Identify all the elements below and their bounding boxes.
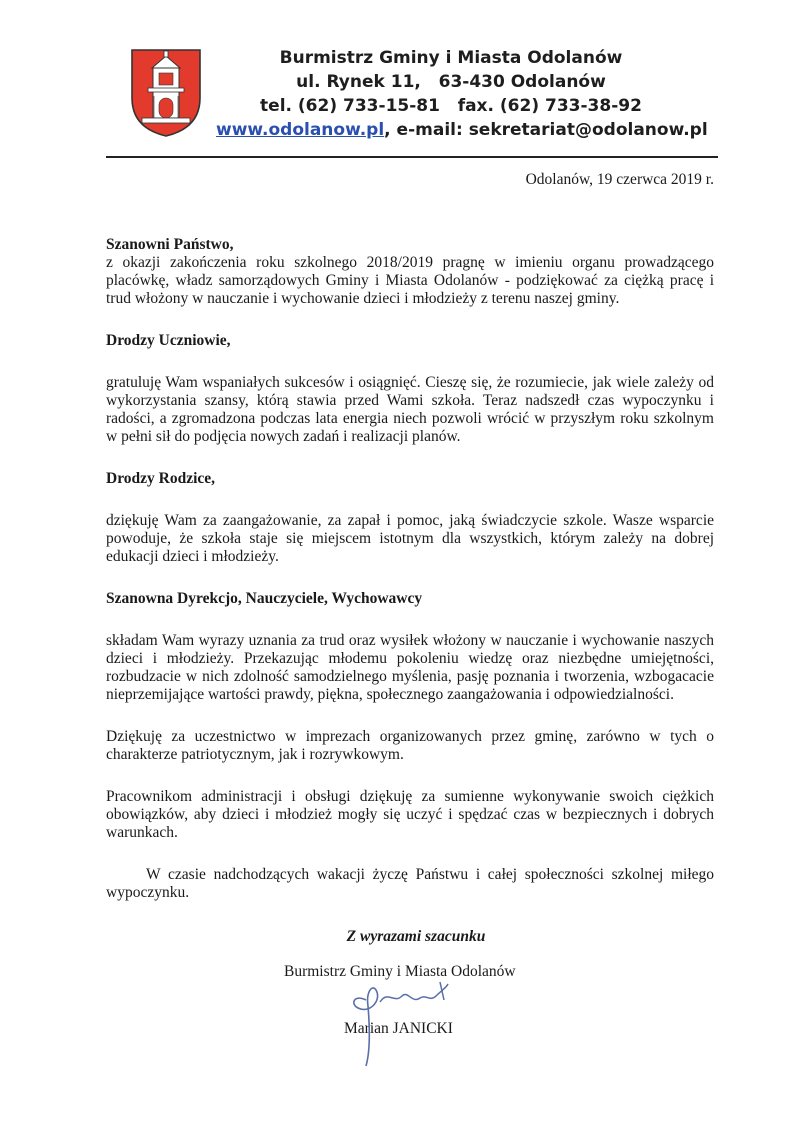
salutation-all: Szanowni Państwo,	[106, 236, 234, 253]
paragraph-teachers: składam Wam wyrazy uznania za trud oraz wysiłek włożony w nauczanie i wychowanie naszych dzieci i młodzieży. Przekazując młodemu pokoleniu wiedzę oraz niezbędne umiejętności, rozbudzacie w nich zdolność samodzielnego myślenia, pasję poznania i tworzenia, wzbogacacie nieprzemijające wartości prawdy, piękna, społecznego zaangażowania i odpowiedzialności.	[106, 632, 714, 703]
website-link[interactable]: www.odolanow.pl	[216, 120, 385, 140]
letterhead	[216, 46, 708, 142]
salutation-parents: Drodzy Rodzice,	[106, 470, 216, 487]
salutation-teachers: Szanowna Dyrekcjo, Nauczyciele, Wychowawcy	[106, 590, 423, 607]
coat-of-arms-icon	[128, 46, 204, 138]
letterhead-address: ul. Rynek 11, 63-430 Odolanów	[296, 72, 606, 92]
paragraph-students: gratuluję Wam wspaniałych sukcesów i osiągnięć. Cieszę się, że rozumiecie, jak wiele zależy od wykorzystania szansy, którą stawia przed Wami szkoła. Teraz nadszedł czas wypoczynku i radości, a zgromadzona podczas lata energia niech pozwoli wrócić w przyszłym roku szkolnym w pełni sił do podjęcia nowych zadań i realizacji planów.	[106, 374, 714, 445]
salutation-students: Drodzy Uczniowie,	[106, 332, 231, 349]
paragraph-wishes: W czasie nadchodzących wakacji życzę Państwu i całej społeczności szkolnej miłego wypoczynku.	[106, 866, 714, 901]
letterhead-phone-fax: tel. (62) 733-15-81 fax. (62) 733-38-92	[260, 96, 642, 116]
handwritten-signature	[336, 960, 476, 1070]
paragraph-intro: z okazji zakończenia roku szkolnego 2018/2019 pragnę w imieniu organu prowadzącego placówkę, władz samorządowych Gminy i Miasta Odolanów - podziękować za ciężką pracę i trud włożony w nauczanie i wychowanie dzieci i młodzieży z terenu naszej gminy.	[106, 254, 714, 307]
paragraph-parents: dziękuję Wam za zaangażowanie, za zapał i pomoc, jaką świadczycie szkole. Wasze wsparcie powoduje, że szkoła staje się miejscem istotnym dla wszystkich, którym zależy na dobrej edukacji dzieci i młodzieży.	[106, 512, 714, 565]
closing-phrase: Z wyrazami szacunku	[346, 928, 486, 945]
paragraph-events: Dziękuję za uczestnictwo w imprezach organizowanych przez gminę, zarówno w tych o charakterze patriotycznym, jak i rozrywkowym.	[106, 728, 714, 763]
letterhead-title: Burmistrz Gminy i Miasta Odolanów	[279, 48, 623, 68]
signatory-office: Burmistrz Gminy i Miasta Odolanów	[284, 963, 516, 980]
paragraph-staff: Pracownikom administracji i obsługi dziękuję za sumienne wykonywanie swoich ciężkich obowiązków, aby dzieci i młodzież mogły się uczyć i spędzać czas w bezpiecznych i dobrych warunkach.	[106, 788, 714, 841]
letter-body	[106, 236, 714, 902]
signatory-name: Marian JANICKI	[344, 1020, 453, 1037]
header-divider	[106, 156, 718, 158]
email-text: , e-mail: sekretariat@odolanow.pl	[384, 120, 708, 140]
letter-date: Odolanów, 19 czerwca 2019 r.	[525, 171, 714, 188]
letterhead-contact	[216, 118, 708, 142]
